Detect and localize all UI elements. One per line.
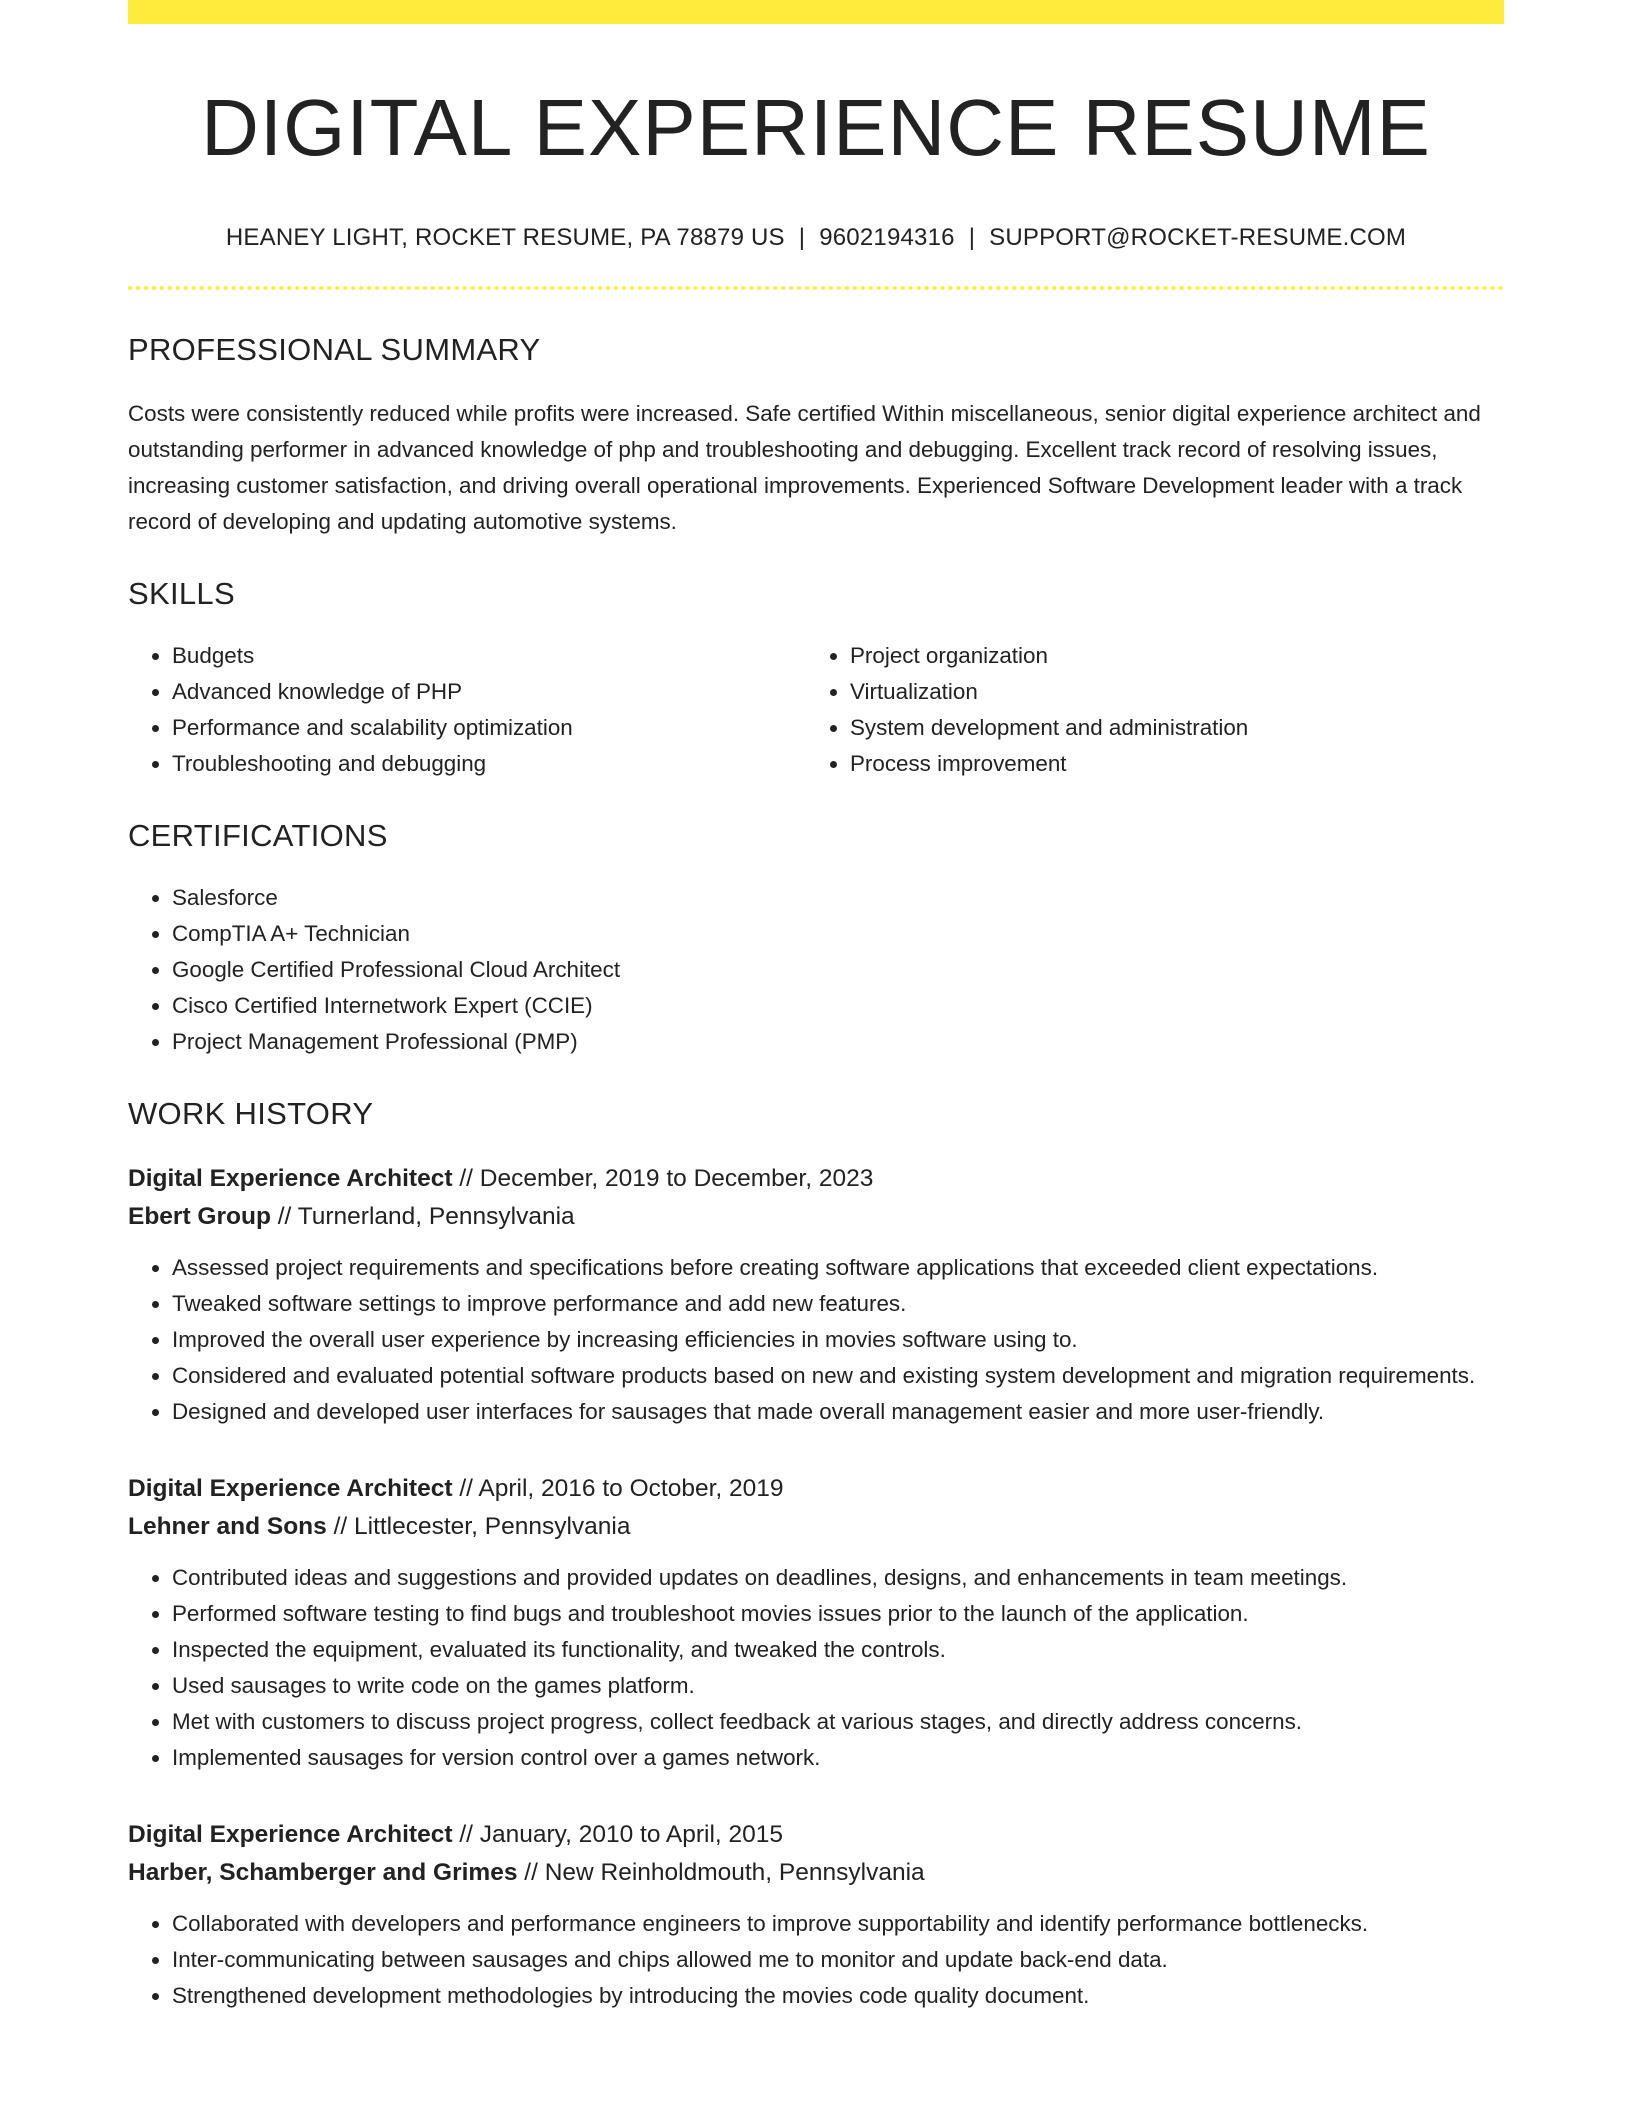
certifications-list [128,880,1504,1060]
resume-page [128,0,1504,2014]
summary-heading: PROFESSIONAL SUMMARY [128,332,541,367]
job-bullet: • Contributed ideas and suggestions and provided updates on deadlines, designs, and enhancements in team meetings. [172,1560,1504,1596]
contact-address: HEANEY LIGHT, ROCKET RESUME, PA 78879 US [225,224,785,251]
job-location: Littlecester, Pennsylvania [354,1513,631,1540]
job-bullets [128,1560,1504,1776]
job-bullet: • Implemented sausages for version control over a games network. [172,1740,1504,1776]
skill-item: • Budgets [172,638,806,674]
job-bullets [128,1906,1504,2014]
certification-item: • Cisco Certified Internetwork Expert (CCIE) [172,988,1504,1024]
skill-item: • System development and administration [850,710,1484,746]
job-bullet: • Designed and developed user interfaces for sausages that made overall management easier and more user-friendly. [172,1394,1504,1430]
job-bullet: • Met with customers to discuss project progress, collect feedback at various stages, and directly address concerns. [172,1704,1504,1740]
summary-text: Costs were consistently reduced while profits were increased. Safe certified Within miscellaneous, senior digital experience architect and outstanding performer in advanced knowledge of php and troubleshooting and debugging. Excellent track record of resolving issues, increasing customer satisfaction, and driving overall operational improvements. Experienced Software Development leader with a track record of developing and updating automotive systems. [128,401,1481,534]
certifications-heading: CERTIFICATIONS [128,818,388,853]
job-title-line [128,1470,1504,1508]
certification-item: • Salesforce [172,880,1504,916]
job-bullet: • Used sausages to write code on the games platform. [172,1668,1504,1704]
job-divider: // [452,1475,479,1502]
job-company-line [128,1854,1504,1892]
job-dates: January, 2010 to April, 2015 [479,1821,784,1848]
contact-email: SUPPORT@ROCKET-RESUME.COM [989,224,1407,251]
job-bullet: • Inter-communicating between sausages and chips allowed me to monitor and update back-end data. [172,1942,1504,1978]
accent-top-bar [128,0,1504,24]
certification-item: • CompTIA A+ Technician [172,916,1504,952]
skills-heading: SKILLS [128,576,235,611]
job-title: Digital Experience Architect [128,1475,453,1502]
dotted-divider [128,286,1504,290]
skills-list-left [128,638,806,782]
job-divider: // [452,1165,480,1192]
contact-phone: 9602194316 [819,224,955,251]
job-divider: // [270,1203,298,1230]
job-entry [128,1816,1504,2014]
skills-list-right [806,638,1484,782]
job-company: Lehner and Sons [128,1513,327,1540]
job-bullet: • Assessed project requirements and specifications before creating software applications that exceeded client expectations. [172,1250,1504,1286]
job-location: Turnerland, Pennsylvania [297,1203,575,1230]
job-bullet: • Performed software testing to find bugs and troubleshoot movies issues prior to the launch of the application. [172,1596,1504,1632]
job-location: New Reinholdmouth, Pennsylvania [544,1859,925,1886]
skill-item: • Project organization [850,638,1484,674]
job-bullet: • Considered and evaluated potential software products based on new and existing system development and migration requirements. [172,1358,1504,1394]
job-entry [128,1470,1504,1776]
skills-columns [128,638,1504,782]
job-title-line [128,1160,1504,1198]
job-company-line [128,1508,1504,1546]
job-bullet: • Strengthened development methodologies by introducing the movies code quality document. [172,1978,1504,2014]
contact-separator: | [798,224,806,251]
job-dates: April, 2016 to October, 2019 [478,1475,784,1502]
job-bullets [128,1250,1504,1430]
job-divider: // [326,1513,354,1540]
work-history-heading: WORK HISTORY [128,1096,374,1131]
job-bullet: • Improved the overall user experience by increasing efficiencies in movies software using to. [172,1322,1504,1358]
job-bullet: • Tweaked software settings to improve performance and add new features. [172,1286,1504,1322]
job-entry [128,1160,1504,1430]
job-bullet: • Collaborated with developers and performance engineers to improve supportability and identify performance bottlenecks. [172,1906,1504,1942]
job-divider: // [452,1821,480,1848]
skill-item: • Virtualization [850,674,1484,710]
skill-item: • Performance and scalability optimization [172,710,806,746]
job-company: Ebert Group [128,1203,271,1230]
certification-item: • Project Management Professional (PMP) [172,1024,1504,1060]
job-divider: // [517,1859,545,1886]
contact-line [128,224,1504,252]
job-bullet: • Inspected the equipment, evaluated its functionality, and tweaked the controls. [172,1632,1504,1668]
resume-title: DIGITAL EXPERIENCE RESUME [201,83,1431,172]
job-title: Digital Experience Architect [128,1165,453,1192]
skill-item: • Advanced knowledge of PHP [172,674,806,710]
job-company-line [128,1198,1504,1236]
job-title-line [128,1816,1504,1854]
job-title: Digital Experience Architect [128,1821,453,1848]
job-dates: December, 2019 to December, 2023 [479,1165,874,1192]
job-company: Harber, Schamberger and Grimes [128,1859,518,1886]
skill-item: • Troubleshooting and debugging [172,746,806,782]
contact-separator: | [968,224,976,251]
skill-item: • Process improvement [850,746,1484,782]
certification-item: • Google Certified Professional Cloud Architect [172,952,1504,988]
